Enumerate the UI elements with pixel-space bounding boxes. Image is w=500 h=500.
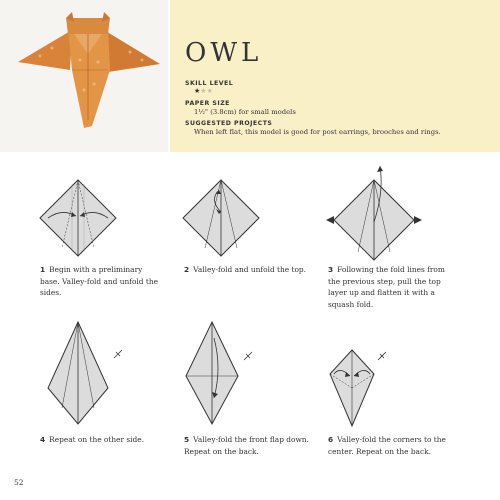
step-2-number: 2	[184, 265, 190, 274]
paper-size-value: 1½" (3.8cm) for small models	[194, 108, 296, 116]
skill-level-label: SKILL LEVEL	[185, 80, 234, 87]
step-5-text: Valley-fold the front flap down. Repeat on the back.	[184, 435, 309, 456]
step-6-caption	[328, 434, 458, 457]
suggested-projects-label: SUGGESTED PROJECTS	[185, 120, 273, 127]
step-5-caption	[184, 434, 314, 457]
step-3-caption	[328, 264, 458, 310]
step-5-diagram	[182, 318, 332, 428]
skill-level-stars	[194, 87, 213, 95]
info-panel	[170, 0, 500, 152]
step-1-text: Begin with a preliminary base. Valley-fold and unfold the sides.	[40, 265, 158, 297]
step-2-text: Valley-fold and unfold the top.	[193, 265, 306, 274]
step-6-diagram	[326, 344, 476, 434]
step-1-caption	[40, 264, 158, 299]
owl-photo	[0, 0, 168, 152]
step-4-text: Repeat on the other side.	[49, 435, 144, 444]
step-1-diagram	[38, 178, 188, 258]
step-2-diagram	[181, 178, 331, 258]
step-1-number: 1	[40, 265, 46, 274]
step-3-text: Following the fold lines from the previous step, pull the top layer up and flatten it with a squash fold.	[328, 265, 445, 309]
star-icon: ★	[194, 87, 201, 95]
step-3-diagram	[322, 162, 472, 262]
page-number: 52	[14, 478, 24, 487]
step-5-number: 5	[184, 435, 190, 444]
step-3-number: 3	[328, 265, 334, 274]
step-6-number: 6	[328, 435, 334, 444]
paper-size-label: PAPER SIZE	[185, 100, 230, 107]
step-2-caption	[184, 264, 314, 276]
step-4-number: 4	[40, 435, 46, 444]
page-title: OWL	[185, 38, 263, 68]
step-4-caption	[40, 434, 170, 446]
suggested-projects-value: When left flat, this model is good for post earrings, brooches and rings.	[194, 128, 441, 136]
star-empty-icon: ★	[200, 87, 207, 95]
star-empty-icon: ★	[206, 87, 213, 95]
step-4-diagram	[38, 318, 188, 428]
owl-model-image	[0, 0, 168, 152]
step-6-text: Valley-fold the corners to the center. Repeat on the back.	[328, 435, 446, 456]
